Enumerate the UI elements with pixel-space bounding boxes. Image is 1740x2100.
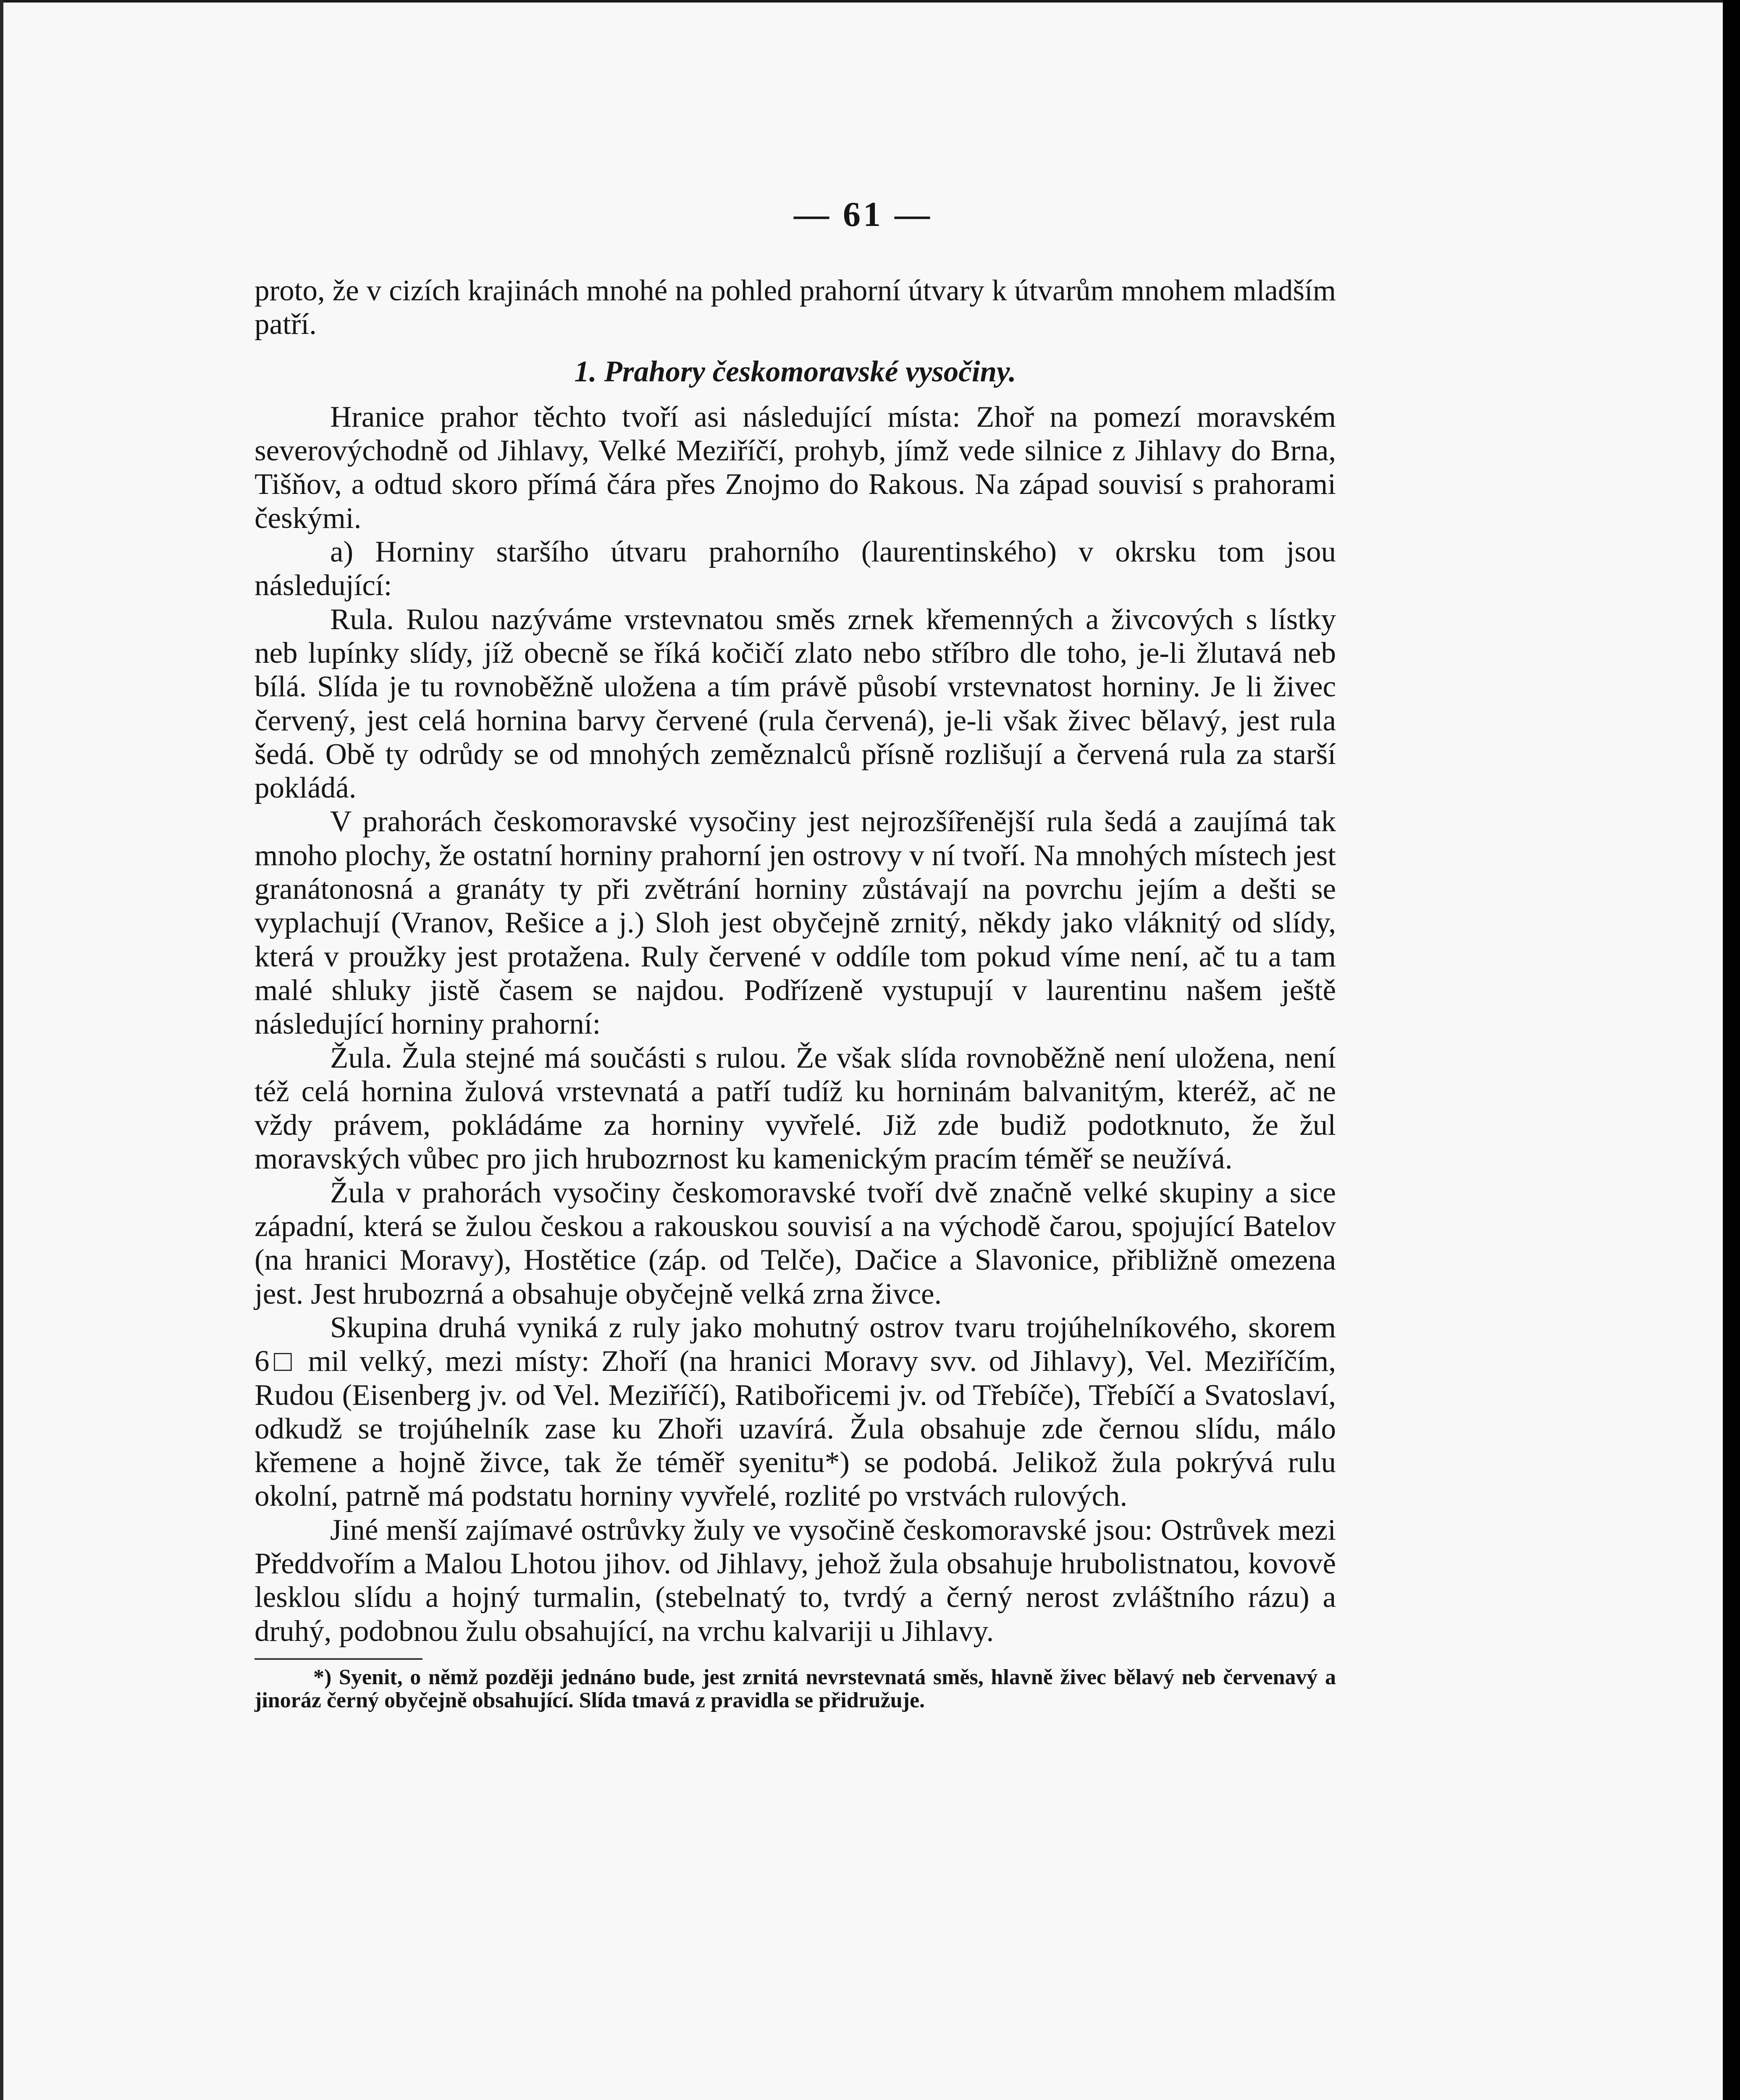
intro-paragraph: proto, že v cizích krajinách mnohé na pohled prahorní útvary k útvarům mnohem mladším patří. bbox=[255, 274, 1336, 341]
paragraph-rula: Rula. Rulou nazýváme vrstevnatou směs zrnek křemenných a živcových s lístky neb lupínky slídy, jíž obecně se říká kočičí zlato nebo stříbro dle toho, je-li žlutavá neb bílá. Slída je tu rovnoběžně uložena a tím právě působí vrstevnatost horniny. Je li živec červený, jest celá hornina barvy červené (rula červená), je-li však živec bělavý, jest rula šedá. Obě ty odrůdy se od mnohých zeměznalců přísně rozlišují a červená rula za starší pokládá. bbox=[255, 603, 1336, 805]
paragraph-small-islands: Jiné menší zajímavé ostrůvky žuly ve vysočině českomoravské jsou: Ostrůvek mezi Předdvořím a Malou Lhotou jihov. od Jihlavy, jehož žula obsahuje hrubolistnatou, kovově lesklou slídu a hojný turmalin, (stebelnatý to, tvrdý a černý nerost zvláštního rázu) a druhý, podobnou žulu obsahující, na vrchu kalvariji u Jihlavy. bbox=[255, 1513, 1336, 1648]
paragraph-second-group: Skupina druhá vyniká z ruly jako mohutný ostrov tvaru trojúhelníkového, skorem 6□ mil velký, mezi místy: Zhoří (na hranici Moravy svv. od Jihlavy), Vel. Meziříčím, Rudou (Eisenberg jv. od Vel. Meziříčí), Ratibořicemi jv. od Třebíče), Třebíčí a Svatoslaví, odkudž se trojúhelník zase ku Zhoři uzavírá. Žula obsahuje zde černou slídu, málo křemene a hojně živce, tak že téměř syenitu*) se podobá. Jelikož žula pokrývá rulu okolní, patrně má podstatu horniny vyvřelé, rozlité po vrstvách rulových. bbox=[255, 1311, 1336, 1513]
section-heading: 1. Prahory českomoravské vysočiny. bbox=[574, 355, 1016, 388]
paragraph-zula: Žula. Žula stejné má součásti s rulou. Že však slída rovnoběžně není uložena, není též celá hornina žulová vrstevnatá a patří tudíž ku horninám balvanitým, kteréž, ač ne vždy právem, pokládáme za horniny vyvřelé. Již zde budiž podotknuto, že žul moravských vůbec pro jich hrubozrnost ku kamenickým pracím téměř se neužívá. bbox=[255, 1041, 1336, 1176]
page-number: — 61 — bbox=[794, 195, 932, 234]
paragraph-boundaries: Hranice prahor těchto tvoří asi následující místa: Zhoř na pomezí moravském severovýchodně od Jihlavy, Velké Meziříčí, prohyb, jímž vede silnice z Jihlavy do Brna, Tišňov, a odtud skoro přímá čára přes Znojmo do Rakous. Na západ souvisí s prahorami českými. bbox=[255, 400, 1336, 535]
paragraph-zula-groups: Žula v prahorách vysočiny českomoravské tvoří dvě značně velké skupiny a sice západní, která se žulou českou a rakouskou souvisí a na východě čarou, spojující Batelov (na hranici Moravy), Hostětice (záp. od Telče), Dačice a Slavonice, přibližně omezena jest. Jest hrubozrná a obsahuje obyčejně velká zrna živce. bbox=[255, 1176, 1336, 1310]
footnote-divider bbox=[255, 1658, 423, 1660]
text-body bbox=[255, 274, 1336, 1648]
paragraph-rocks-intro: a) Horniny staršího útvaru prahorního (laurentinského) v okrsku tom jsou následující: bbox=[255, 536, 1336, 602]
scan-edge-left bbox=[0, 0, 3, 2100]
footnote: *) Syenit, o němž později jednáno bude, jest zrnitá nevrstevnatá směs, hlavně živec bělavý neb červenavý a jinoráz černý obyčejně obsahující. Slída tmavá z pravidla se přidružuje. bbox=[255, 1665, 1336, 1712]
scan-edge-right bbox=[1723, 0, 1740, 2100]
page-content bbox=[255, 274, 1336, 1712]
paragraph-rula-seda: V prahorách českomoravské vysočiny jest nejrozšířenější rula šedá a zaujímá tak mnoho plochy, že ostatní horniny prahorní jen ostrovy v ní tvoří. Na mnohých místech jest granátonosná a granáty ty při zvětrání horniny zůstávají na povrchu jejím a dešti se vyplachují (Vranov, Rešice a j.) Sloh jest obyčejně zrnitý, někdy jako vláknitý od slídy, která v proužky jest protažena. Ruly červené v oddíle tom pokud víme není, ač tu a tam malé shluky jistě časem se najdou. Podřízeně vystupují v laurentinu našem ještě následující horniny prahorní: bbox=[255, 805, 1336, 1041]
